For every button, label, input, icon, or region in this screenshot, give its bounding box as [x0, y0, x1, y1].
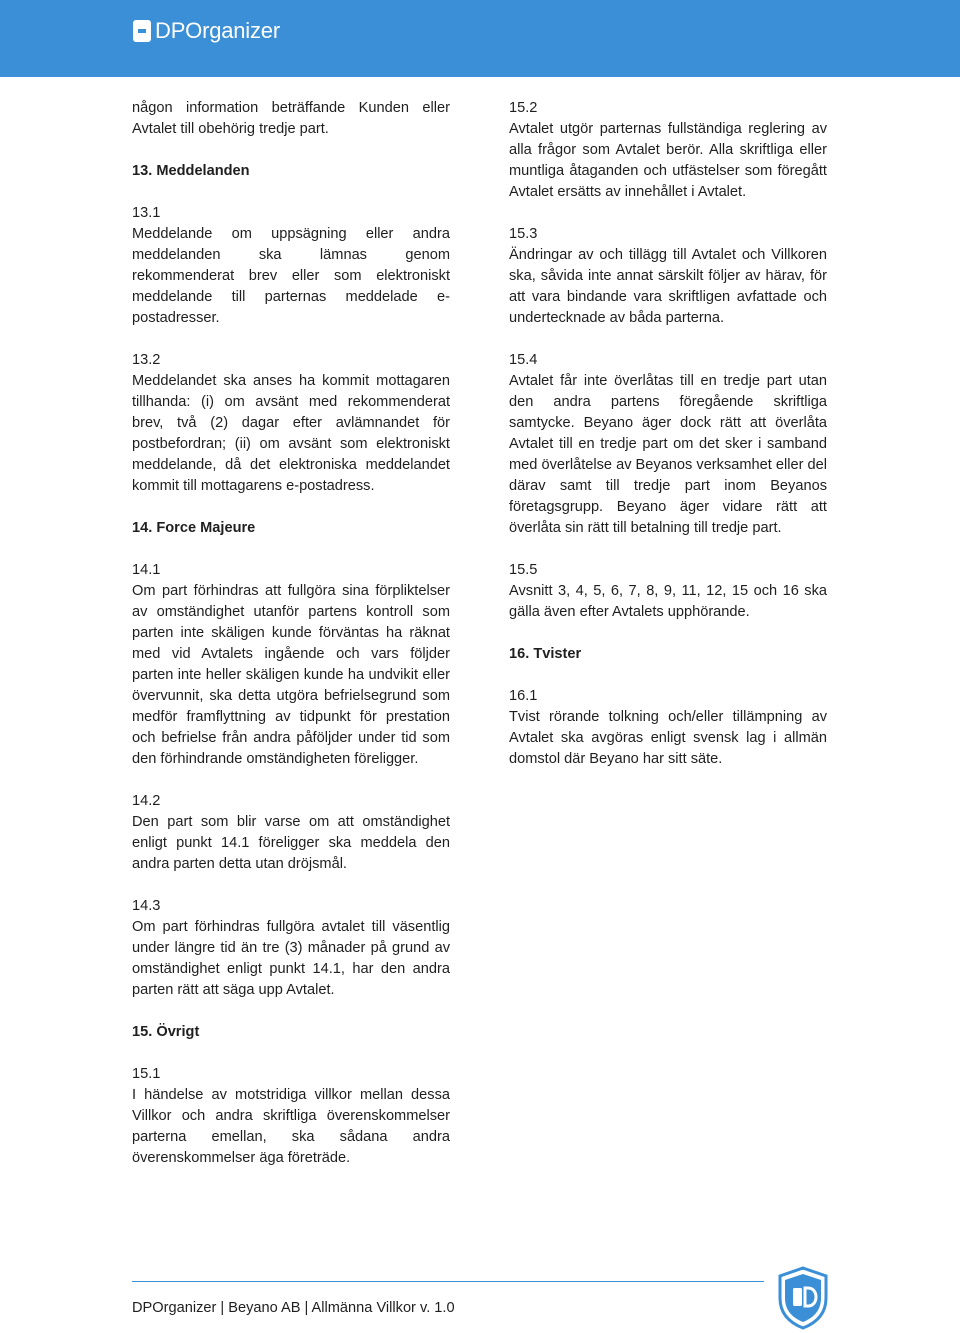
clause-number: 15.2 — [509, 100, 538, 116]
clause-text: Den part som blir varse om att omständighet enligt punkt 14.1 föreligger ska meddela den andra parten detta utan dröjsmål. — [132, 814, 450, 872]
clause-text: Tvist rörande tolkning och/eller tillämpning av Avtalet ska avgöras enligt svensk lag i allmän domstol där Beyano har sitt säte. — [509, 709, 827, 767]
clause-text: Meddelandet ska anses ha kommit mottagaren tillhanda: (i) om avsänt med rekommenderat brev, två (2) dagar efter avlämnandet för postbefordran; (ii) om avsänt som elektroniskt meddelande, då det elektroniska meddelandet kommit till mottagarens e-postadress. — [132, 373, 450, 494]
clause-number: 15.1 — [132, 1066, 161, 1082]
logo-icon — [133, 20, 151, 42]
clause-number: 15.5 — [509, 562, 538, 578]
clause-15-3 — [509, 224, 827, 329]
clause-text: Om part förhindras fullgöra avtalet till väsentlig under längre tid än tre (3) månader på grund av omständighet enligt punkt 14.1, har den andra parten rätt att säga upp Avtalet. — [132, 919, 450, 998]
clause-number: 15.4 — [509, 352, 538, 368]
section-16-heading: 16. Tvister — [509, 646, 582, 662]
clause-text: I händelse av motstridiga villkor mellan dessa Villkor och andra skriftliga överenskommelser parterna emellan, ska sådana andra överenskommelser äga företräde. — [132, 1087, 450, 1166]
clause-14-3 — [132, 896, 450, 1001]
clause-number: 16.1 — [509, 688, 538, 704]
clause-13-2 — [132, 350, 450, 497]
footer-divider — [132, 1281, 764, 1282]
clause-text: Avtalet får inte överlåtas till en tredje part utan den andra partens föregående skriftliga samtycke. Beyano äger dock rätt att överlåta Avtalet till en tredje part om det sker i samband med överlåtelse av Beyanos verksamhet eller del därav samt till tredje part inom Beyanos företagsgrupp. Beyano äger vidare rätt att överlåta sin rätt till betalning till tredje part. — [509, 373, 827, 536]
clause-text: Avsnitt 3, 4, 5, 6, 7, 8, 9, 11, 12, 15 och 16 ska gälla även efter Avtalets upphörande. — [509, 583, 827, 620]
section-15-heading: 15. Övrigt — [132, 1024, 200, 1040]
clause-number: 13.2 — [132, 352, 161, 368]
logo-text: DPOrganizer — [155, 18, 280, 43]
intro-paragraph — [132, 98, 450, 140]
clause-number: 15.3 — [509, 226, 538, 242]
clause-number: 14.1 — [132, 562, 161, 578]
clause-13-1 — [132, 203, 450, 329]
clause-14-2 — [132, 791, 450, 875]
clause-number: 13.1 — [132, 205, 161, 221]
clause-14-1 — [132, 560, 450, 770]
clause-15-2 — [509, 98, 827, 203]
clause-15-4 — [509, 350, 827, 539]
clause-number: 14.2 — [132, 793, 161, 809]
clause-text: Meddelande om uppsägning eller andra meddelanden ska lämnas genom rekommenderat brev eller som elektroniskt meddelande till parternas meddelade e-postadresser. — [132, 226, 450, 326]
dporganizer-logo — [133, 16, 280, 46]
section-14-heading: 14. Force Majeure — [132, 520, 256, 536]
clause-text: Om part förhindras att fullgöra sina förpliktelser av omständighet utanför partens kontroll som parten inte skäligen kunde förväntas ha räknat med vid Avtalets ingående och vars följder parten inte heller skäligen kunde ha undvikit eller övervunnit, ska detta utgöra befrielsegrund som medför framflyttning av tidpunkt för prestation och befrielse från andra påföljder under tid som den förhindrande omständigheten föreligger. — [132, 583, 450, 767]
section-13-heading: 13. Meddelanden — [132, 163, 250, 179]
clause-text: Ändringar av och tillägg till Avtalet och Villkoren ska, såvida inte annat särskilt följer av härav, för att vara bindande vara skriftligen avfattade och undertecknade av båda parterna. — [509, 247, 827, 326]
left-column — [132, 98, 450, 1190]
clause-16-1 — [509, 686, 827, 770]
clause-15-1 — [132, 1064, 450, 1169]
page-header — [0, 0, 960, 77]
clause-15-5 — [509, 560, 827, 623]
footer-text: DPOrganizer | Beyano AB | Allmänna Villkor v. 1.0 — [132, 1300, 455, 1316]
shield-logo-icon — [776, 1266, 830, 1330]
clause-text: Avtalet utgör parternas fullständiga reglering av alla frågor som Avtalet berör. Alla skriftliga eller muntliga åtaganden och utfästelser som föregått Avtalet ersätts av innehållet i Avtalet. — [509, 121, 827, 200]
intro-text: någon information beträffande Kunden eller Avtalet till obehörig tredje part. — [132, 100, 450, 137]
clause-number: 14.3 — [132, 898, 161, 914]
right-column — [509, 98, 827, 791]
